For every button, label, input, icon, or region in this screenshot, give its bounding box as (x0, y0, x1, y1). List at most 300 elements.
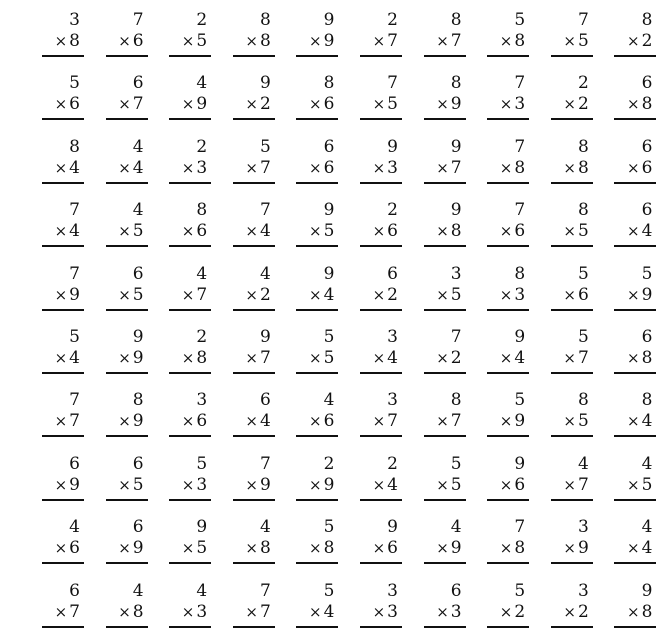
multiplicand: 9 (323, 263, 335, 284)
answer-line (296, 309, 338, 311)
answer-line (42, 309, 84, 311)
times-sign: × (436, 602, 449, 621)
multiplier: 2 (577, 94, 589, 115)
multiplier: 6 (577, 284, 589, 305)
multiplier: 2 (514, 601, 526, 622)
problem-r10-c10 (614, 581, 654, 633)
multiplier-line (182, 411, 207, 431)
answer-line (169, 55, 211, 57)
multiplier: 4 (259, 411, 271, 432)
times-sign: × (308, 222, 322, 241)
multiplier-line (182, 158, 207, 178)
answer-line (424, 372, 466, 374)
multiplier-line (436, 538, 461, 558)
multiplier-line (55, 602, 80, 622)
multiplier: 3 (196, 157, 208, 178)
multiplier: 2 (450, 348, 462, 368)
multiplier-line (55, 285, 80, 305)
problem-r6-c4 (233, 327, 273, 379)
multiplier: 6 (132, 31, 144, 51)
times-sign: × (499, 222, 513, 241)
multiplicand: 7 (259, 200, 271, 221)
problem-r3-c2 (106, 137, 146, 189)
answer-line (614, 435, 656, 437)
times-sign: × (308, 539, 322, 558)
problem-r3-c7 (424, 137, 464, 189)
problem-r10-c4 (233, 581, 273, 633)
multiplicand: 5 (577, 327, 589, 347)
multiplicand: 7 (514, 517, 526, 538)
answer-line (487, 372, 529, 374)
problem-r10-c6 (360, 581, 400, 633)
multiplier-line (118, 285, 143, 305)
problem-r3-c6 (360, 137, 400, 189)
answer-line (487, 245, 529, 247)
multiplier-line (500, 411, 525, 431)
problem-r7-c1 (42, 390, 82, 442)
times-sign: × (499, 285, 513, 304)
multiplicand: 6 (450, 580, 462, 601)
multiplicand: 2 (196, 10, 208, 30)
problem-r2-c6 (360, 73, 400, 125)
multiplier-line (309, 538, 334, 558)
answer-line (487, 435, 529, 437)
problem-r4-c8 (487, 200, 527, 252)
multiplicand: 8 (577, 200, 589, 221)
multiplier: 6 (323, 157, 335, 178)
times-sign: × (372, 32, 386, 50)
multiplier: 9 (132, 538, 144, 559)
answer-line (296, 118, 338, 120)
answer-line (487, 118, 529, 120)
answer-line (424, 562, 466, 564)
answer-line (614, 245, 656, 247)
answer-line (360, 182, 402, 184)
multiplicand: 6 (641, 136, 653, 157)
multiplier: 7 (69, 601, 80, 622)
problem-r1-c8 (487, 10, 527, 62)
multiplier: 8 (196, 348, 208, 368)
times-sign: × (118, 539, 131, 558)
answer-line (169, 245, 211, 247)
multiplicand: 7 (387, 73, 398, 94)
times-sign: × (54, 475, 68, 494)
multiplicand: 5 (69, 327, 80, 347)
multiplier: 5 (641, 474, 653, 495)
times-sign: × (563, 95, 576, 114)
multiplicand: 4 (577, 453, 589, 474)
answer-line (614, 626, 656, 628)
multiplier-line (55, 158, 80, 178)
answer-line (360, 435, 402, 437)
problem-r5-c10 (614, 264, 654, 316)
multiplier-line (309, 285, 334, 305)
multiplier: 3 (387, 157, 398, 178)
multiplier-line (627, 31, 652, 51)
multiplier: 7 (69, 411, 80, 432)
multiplier: 9 (196, 94, 208, 115)
answer-line (169, 309, 211, 311)
answer-line (551, 626, 593, 628)
multiplier: 4 (132, 157, 144, 178)
answer-line (296, 435, 338, 437)
multiplier: 5 (387, 94, 398, 115)
multiplier-line (627, 538, 652, 558)
multiplicand: 2 (387, 200, 398, 221)
answer-line (42, 118, 84, 120)
multiplier-line (563, 348, 588, 368)
multiplicand: 3 (387, 390, 398, 411)
answer-line (42, 55, 84, 57)
answer-line (42, 499, 84, 501)
answer-line (106, 626, 148, 628)
times-sign: × (245, 349, 258, 367)
multiplicand: 4 (196, 73, 208, 94)
multiplicand: 7 (577, 10, 589, 30)
times-sign: × (436, 475, 449, 494)
problem-r3-c3 (169, 137, 209, 189)
multiplier-line (182, 94, 207, 114)
multiplicand: 7 (69, 200, 80, 221)
times-sign: × (181, 539, 195, 558)
multiplicand: 6 (387, 263, 398, 284)
multiplier-line (436, 602, 461, 622)
answer-line (614, 499, 656, 501)
answer-line (106, 562, 148, 564)
problem-r6-c1 (42, 327, 82, 379)
multiplier-line (182, 221, 207, 241)
multiplier-line (245, 602, 270, 622)
multiplier-line (118, 94, 143, 114)
answer-line (424, 309, 466, 311)
multiplier: 5 (196, 31, 208, 51)
multiplier: 4 (387, 474, 398, 495)
multiplicand: 7 (132, 10, 144, 30)
problem-r10-c8 (487, 581, 527, 633)
answer-line (169, 562, 211, 564)
multiplier-line (245, 475, 270, 495)
multiplicand: 4 (323, 390, 335, 411)
times-sign: × (118, 349, 131, 367)
multiplicand: 9 (514, 453, 526, 474)
times-sign: × (626, 222, 640, 241)
multiplicand: 6 (69, 580, 80, 601)
multiplier: 9 (323, 474, 335, 495)
answer-line (42, 626, 84, 628)
times-sign: × (436, 349, 449, 367)
multiplier-line (500, 158, 525, 178)
multiplier-line (55, 348, 80, 368)
times-sign: × (563, 285, 576, 304)
multiplier-line (500, 94, 525, 114)
multiplier: 8 (641, 348, 653, 368)
answer-line (169, 372, 211, 374)
answer-line (487, 562, 529, 564)
problem-r2-c10 (614, 73, 654, 125)
multiplier-line (627, 348, 652, 368)
answer-line (360, 499, 402, 501)
answer-line (233, 626, 275, 628)
answer-line (42, 372, 84, 374)
times-sign: × (436, 158, 449, 177)
times-sign: × (54, 539, 68, 558)
multiplier-line (627, 411, 652, 431)
problem-r6-c3 (169, 327, 209, 379)
answer-line (106, 499, 148, 501)
problem-r2-c1 (42, 73, 82, 125)
multiplier-line (118, 158, 143, 178)
multiplier-line (563, 475, 588, 495)
multiplicand: 2 (323, 453, 335, 474)
multiplier: 4 (514, 348, 526, 368)
multiplier: 8 (641, 94, 653, 115)
multiplier-line (373, 602, 398, 622)
multiplier: 7 (577, 474, 589, 495)
problem-r2-c2 (106, 73, 146, 125)
multiplier-line (373, 348, 398, 368)
problem-r5-c6 (360, 264, 400, 316)
problem-r9-c1 (42, 517, 82, 569)
multiplier-line (118, 31, 143, 51)
multiplicand: 8 (196, 200, 208, 221)
multiplier: 9 (577, 538, 589, 559)
multiplicand: 6 (132, 73, 144, 94)
multiplier-line (118, 602, 143, 622)
times-sign: × (626, 32, 640, 50)
answer-line (233, 562, 275, 564)
multiplicand: 4 (132, 580, 144, 601)
problem-r7-c10 (614, 390, 654, 442)
multiplicand: 8 (69, 136, 80, 157)
problem-r2-c9 (551, 73, 591, 125)
multiplier: 3 (514, 94, 526, 115)
multiplier-line (182, 475, 207, 495)
problem-r9-c10 (614, 517, 654, 569)
answer-line (487, 626, 529, 628)
problem-r1-c10 (614, 10, 654, 62)
answer-line (551, 309, 593, 311)
multiplier-line (309, 475, 334, 495)
problem-r9-c8 (487, 517, 527, 569)
multiplier-line (182, 602, 207, 622)
multiplicand: 4 (132, 200, 144, 221)
times-sign: × (181, 95, 195, 114)
problem-r7-c8 (487, 390, 527, 442)
multiplier: 8 (69, 31, 80, 51)
times-sign: × (181, 222, 195, 241)
multiplicand: 8 (259, 10, 271, 30)
answer-line (42, 245, 84, 247)
multiplier: 4 (259, 221, 271, 242)
answer-line (169, 118, 211, 120)
times-sign: × (308, 158, 322, 177)
answer-line (360, 626, 402, 628)
multiplicand: 5 (514, 10, 526, 30)
answer-line (296, 626, 338, 628)
times-sign: × (308, 349, 322, 367)
multiplicand: 3 (69, 10, 80, 30)
answer-line (106, 245, 148, 247)
multiplier-line (245, 221, 270, 241)
problem-r4-c5 (296, 200, 336, 252)
times-sign: × (436, 412, 449, 431)
times-sign: × (626, 158, 640, 177)
multiplicand: 8 (450, 73, 462, 94)
times-sign: × (245, 412, 258, 431)
multiplier-line (55, 475, 80, 495)
problem-r6-c6 (360, 327, 400, 379)
multiplicand: 6 (132, 263, 144, 284)
multiplicand: 9 (132, 327, 144, 347)
multiplier-line (373, 94, 398, 114)
multiplier-line (309, 158, 334, 178)
answer-line (296, 55, 338, 57)
multiplier: 6 (387, 221, 398, 242)
multiplier-line (118, 411, 143, 431)
multiplicand: 5 (323, 517, 335, 538)
problem-r8-c10 (614, 454, 654, 506)
multiplier: 5 (323, 348, 335, 368)
multiplier: 8 (514, 157, 526, 178)
multiplicand: 6 (641, 327, 653, 347)
answer-line (424, 118, 466, 120)
answer-line (424, 55, 466, 57)
multiplicand: 5 (514, 390, 526, 411)
multiplier-line (373, 221, 398, 241)
multiplier: 5 (450, 284, 462, 305)
answer-line (551, 118, 593, 120)
problem-r1-c9 (551, 10, 591, 62)
multiplicand: 8 (641, 10, 653, 30)
answer-line (106, 372, 148, 374)
multiplier: 5 (577, 221, 589, 242)
multiplicand: 8 (450, 390, 462, 411)
answer-line (296, 245, 338, 247)
problem-r1-c6 (360, 10, 400, 62)
multiplier-line (563, 285, 588, 305)
times-sign: × (181, 602, 195, 621)
multiplier-line (182, 538, 207, 558)
multiplier: 7 (450, 31, 462, 51)
problem-r9-c4 (233, 517, 273, 569)
times-sign: × (245, 539, 258, 558)
problem-r2-c8 (487, 73, 527, 125)
multiplier-line (245, 94, 270, 114)
multiplier-line (373, 285, 398, 305)
multiplier: 6 (69, 538, 80, 559)
times-sign: × (563, 32, 576, 50)
times-sign: × (372, 158, 386, 177)
problem-r5-c7 (424, 264, 464, 316)
multiplicand: 4 (450, 517, 462, 538)
times-sign: × (499, 475, 513, 494)
multiplier-line (627, 94, 652, 114)
problem-r7-c3 (169, 390, 209, 442)
problem-r2-c4 (233, 73, 273, 125)
multiplier-line (563, 602, 588, 622)
problem-r8-c5 (296, 454, 336, 506)
times-sign: × (499, 349, 513, 367)
problem-r7-c4 (233, 390, 273, 442)
problem-r9-c5 (296, 517, 336, 569)
multiplier: 4 (641, 411, 653, 432)
multiplier-line (436, 221, 461, 241)
problem-r3-c10 (614, 137, 654, 189)
problem-r6-c8 (487, 327, 527, 379)
multiplicand: 8 (450, 10, 462, 30)
times-sign: × (118, 222, 131, 241)
multiplier-line (436, 475, 461, 495)
multiplier: 4 (387, 348, 398, 368)
multiplicand: 9 (259, 327, 271, 347)
answer-line (614, 118, 656, 120)
problem-r1-c1 (42, 10, 82, 62)
answer-line (233, 118, 275, 120)
times-sign: × (245, 158, 258, 177)
problem-r7-c5 (296, 390, 336, 442)
times-sign: × (54, 95, 68, 114)
multiplier-line (55, 221, 80, 241)
answer-line (424, 435, 466, 437)
answer-line (296, 372, 338, 374)
multiplier-line (500, 602, 525, 622)
problem-r6-c10 (614, 327, 654, 379)
multiplier-line (309, 94, 334, 114)
multiplier-line (436, 94, 461, 114)
answer-line (106, 118, 148, 120)
answer-line (233, 182, 275, 184)
problem-r4-c2 (106, 200, 146, 252)
multiplier-line (627, 285, 652, 305)
problem-r1-c7 (424, 10, 464, 62)
times-sign: × (118, 602, 131, 621)
answer-line (296, 562, 338, 564)
times-sign: × (499, 412, 513, 431)
multiplier: 6 (323, 411, 335, 432)
multiplicand: 5 (577, 263, 589, 284)
times-sign: × (499, 32, 513, 50)
times-sign: × (308, 602, 322, 621)
multiplicand: 9 (450, 200, 462, 221)
multiplier: 6 (514, 221, 526, 242)
times-sign: × (181, 285, 195, 304)
multiplicand: 6 (132, 517, 144, 538)
answer-line (551, 372, 593, 374)
multiplicand: 6 (259, 390, 271, 411)
problem-r10-c7 (424, 581, 464, 633)
times-sign: × (436, 539, 449, 558)
multiplier: 5 (132, 474, 144, 495)
multiplier: 6 (196, 411, 208, 432)
multiplier: 3 (514, 284, 526, 305)
multiplier: 8 (641, 601, 653, 622)
times-sign: × (245, 95, 258, 114)
multiplicand: 2 (387, 10, 398, 30)
multiplier-line (245, 31, 270, 51)
multiplier: 8 (323, 538, 335, 559)
answer-line (233, 245, 275, 247)
multiplier: 7 (387, 31, 398, 51)
problem-r5-c1 (42, 264, 82, 316)
multiplier: 3 (387, 601, 398, 622)
multiplier: 8 (259, 538, 271, 559)
times-sign: × (626, 475, 640, 494)
times-sign: × (308, 475, 322, 494)
times-sign: × (372, 222, 386, 241)
multiplier: 3 (196, 474, 208, 495)
multiplicand: 9 (450, 136, 462, 157)
problem-r6-c9 (551, 327, 591, 379)
